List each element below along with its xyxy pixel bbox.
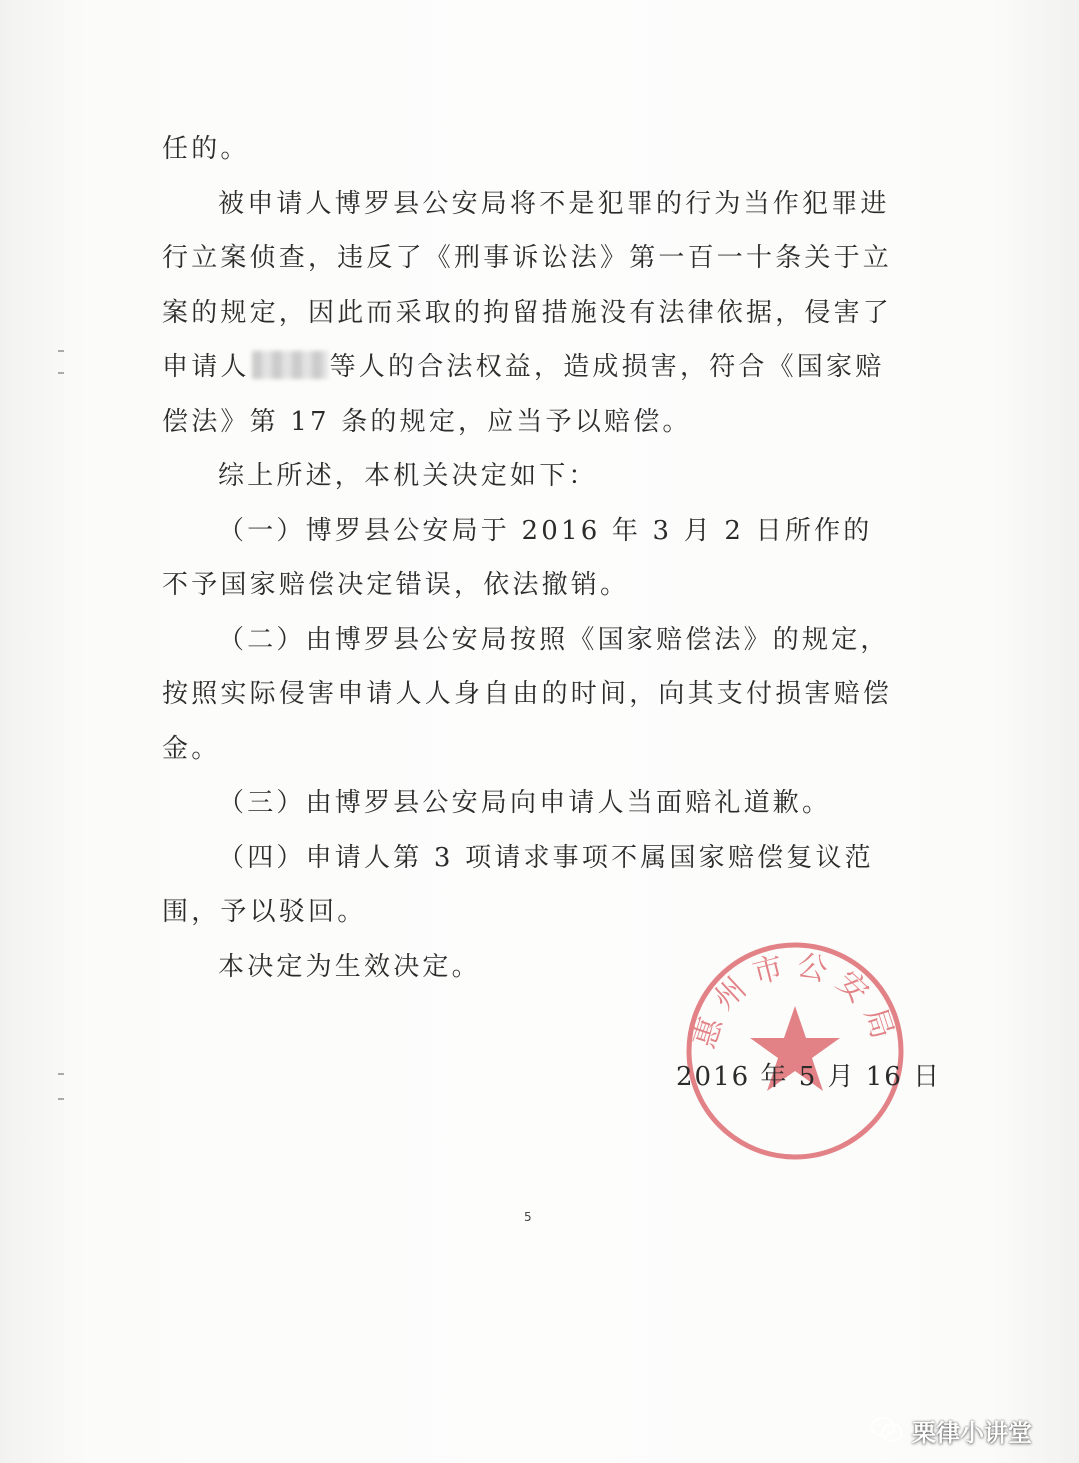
document-body [162,122,897,994]
margin-mark [58,1073,64,1075]
watermark-text: 栗律小讲堂 [912,1418,1032,1447]
wechat-icon [870,1416,904,1444]
page-number: 5 [524,1210,532,1224]
paragraph-facts-text: 被申请人博罗县公安局将不是犯罪的行为当作犯罪进行立案侦查，违反了《刑事诉讼法》第一百一十条关于立案的规定，因此而采取的拘留措施没有法律依据，侵害了申请人 [162,188,893,382]
decision-item-3: （三）由博罗县公安局向申请人当面赔礼道歉。 [218,788,832,818]
paragraph-facts-text-cont: 等人的合法权益，造成损害，符合《国家赔偿法》第 17 条的规定，应当予以赔偿。 [162,352,885,437]
paragraph-summary: 综上所述，本机关决定如下： [218,461,598,491]
margin-mark [58,350,64,352]
seal-text: 惠州市公安局 [687,947,903,1053]
paragraph-facts [162,177,897,450]
decision-item-1: （一）博罗县公安局于 2016 年 3 月 2 日所作的不予国家赔偿决定错误，依法撤销。 [162,515,873,600]
paragraph-effective: 本决定为生效决定。 [218,951,481,982]
document-date: 2016 年 5 月 16 日 [676,1062,942,1092]
decision-item-4: （四）申请人第 3 项请求事项不属国家赔偿复议范围，予以驳回。 [162,842,874,927]
watermark [870,1410,1032,1450]
paragraph-continuation: 任的。 [162,134,250,164]
official-seal [676,934,942,1168]
redacted-name [252,351,328,379]
margin-mark [58,372,64,374]
decision-item-2: （二）由博罗县公安局按照《国家赔偿法》的规定，按照实际侵害申请人人身自由的时间，向其支付损害赔偿金。 [162,624,893,764]
margin-mark [58,1098,64,1100]
